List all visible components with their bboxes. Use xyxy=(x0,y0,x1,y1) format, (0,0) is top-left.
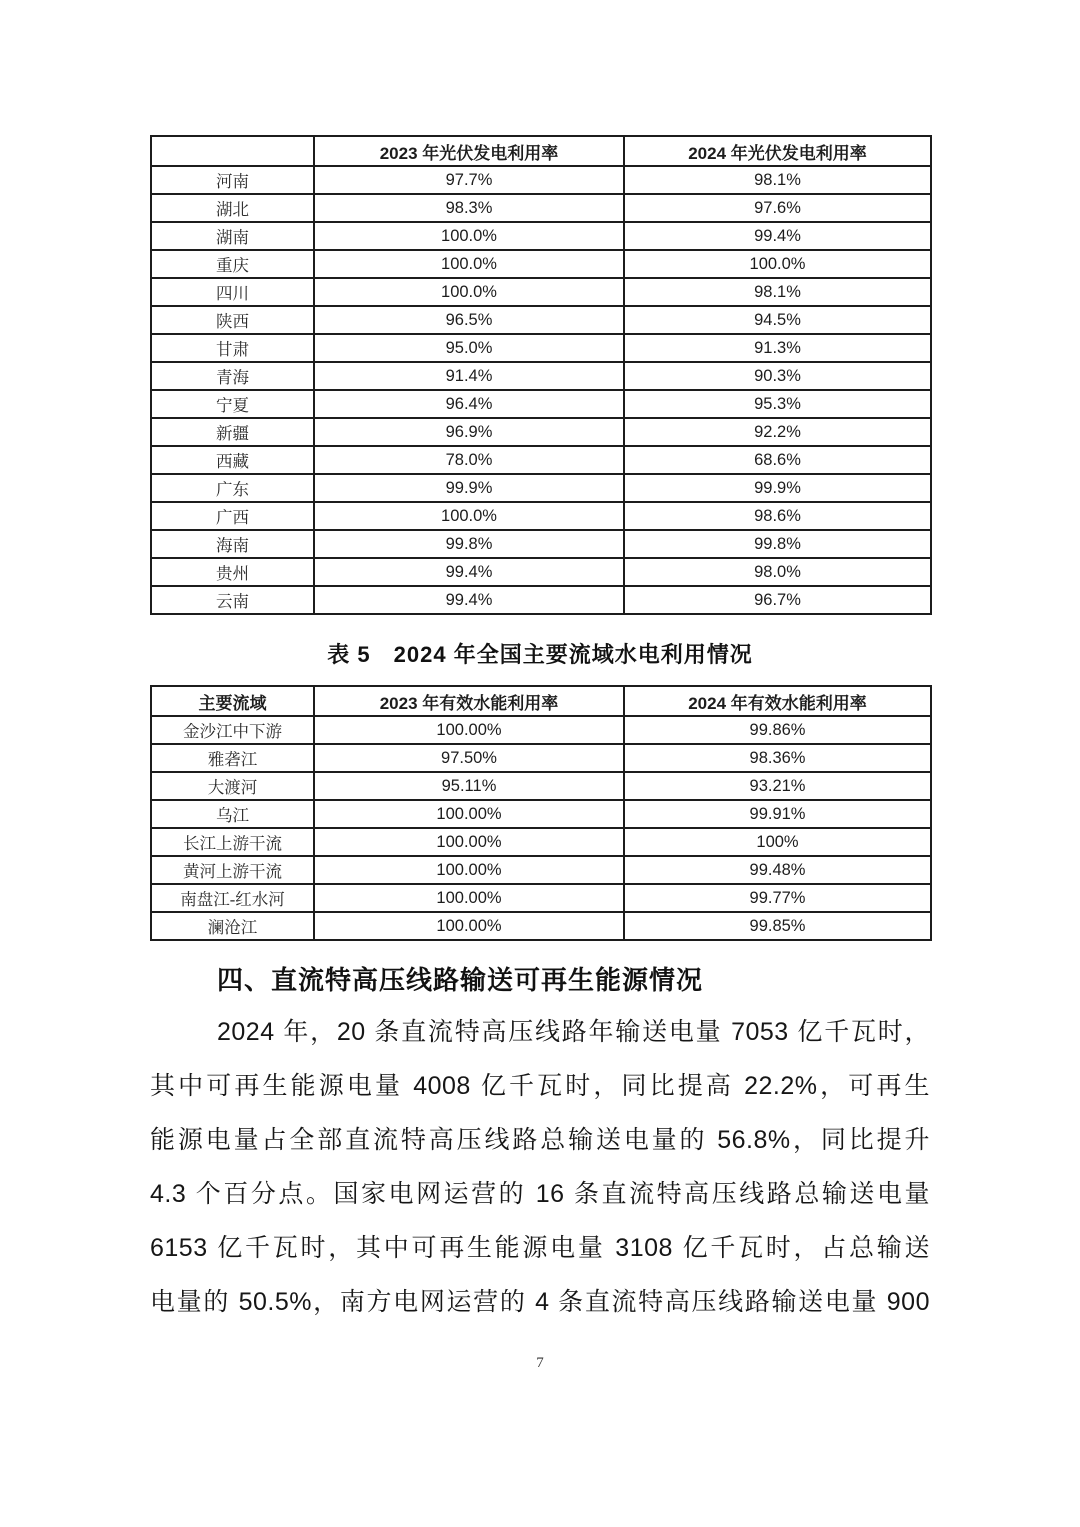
table-row xyxy=(151,856,931,884)
value-cell: 93.21% xyxy=(624,772,931,800)
row-label: 广东 xyxy=(151,474,314,502)
pv-utilization-table xyxy=(150,135,932,615)
value-cell: 97.7% xyxy=(314,166,624,194)
paragraph-line: 其中可再生能源电量 4008 亿千瓦时，同比提高 22.2%，可再生 xyxy=(150,1072,930,1100)
value-cell: 68.6% xyxy=(624,446,931,474)
column-header: 2024 年光伏发电利用率 xyxy=(624,136,931,166)
row-label: 河南 xyxy=(151,166,314,194)
document-page xyxy=(150,0,930,1372)
value-cell: 99.8% xyxy=(314,530,624,558)
row-label: 澜沧江 xyxy=(151,912,314,940)
column-header: 主要流域 xyxy=(151,686,314,716)
value-cell: 96.9% xyxy=(314,418,624,446)
value-cell: 100.0% xyxy=(314,278,624,306)
header-row xyxy=(151,686,931,716)
row-label: 宁夏 xyxy=(151,390,314,418)
table-row xyxy=(151,502,931,530)
value-cell: 98.6% xyxy=(624,502,931,530)
value-cell: 98.3% xyxy=(314,194,624,222)
paragraph-line: 2024 年，20 条直流特高压线路年输送电量 7053 亿千瓦时， xyxy=(217,1018,930,1046)
value-cell: 95.3% xyxy=(624,390,931,418)
row-label: 大渡河 xyxy=(151,772,314,800)
row-label: 湖北 xyxy=(151,194,314,222)
value-cell: 95.11% xyxy=(314,772,624,800)
row-label: 南盘江-红水河 xyxy=(151,884,314,912)
value-cell: 100.00% xyxy=(314,884,624,912)
row-label: 金沙江中下游 xyxy=(151,716,314,744)
value-cell: 95.0% xyxy=(314,334,624,362)
value-cell: 98.1% xyxy=(624,278,931,306)
table-row xyxy=(151,474,931,502)
value-cell: 100.00% xyxy=(314,828,624,856)
table-row xyxy=(151,222,931,250)
row-label: 陕西 xyxy=(151,306,314,334)
table-row xyxy=(151,716,931,744)
paragraph-line: 6153 亿千瓦时，其中可再生能源电量 3108 亿千瓦时，占总输送 xyxy=(150,1234,930,1262)
row-label: 黄河上游干流 xyxy=(151,856,314,884)
paragraph-line: 能源电量占全部直流特高压线路总输送电量的 56.8%，同比提升 xyxy=(150,1126,930,1154)
table-row xyxy=(151,278,931,306)
hydro-utilization-table xyxy=(150,685,932,941)
table-row xyxy=(151,250,931,278)
value-cell: 100.0% xyxy=(314,502,624,530)
column-header: 2024 年有效水能利用率 xyxy=(624,686,931,716)
value-cell: 99.4% xyxy=(314,558,624,586)
table-row xyxy=(151,912,931,940)
column-header: 2023 年光伏发电利用率 xyxy=(314,136,624,166)
row-label: 重庆 xyxy=(151,250,314,278)
value-cell: 100.0% xyxy=(314,250,624,278)
paragraph-line: 4.3 个百分点。国家电网运营的 16 条直流特高压线路总输送电量 xyxy=(150,1180,930,1208)
row-label: 广西 xyxy=(151,502,314,530)
table-row xyxy=(151,744,931,772)
body-paragraph xyxy=(150,1005,930,1329)
value-cell: 99.86% xyxy=(624,716,931,744)
row-label: 长江上游干流 xyxy=(151,828,314,856)
value-cell: 91.4% xyxy=(314,362,624,390)
value-cell: 96.4% xyxy=(314,390,624,418)
row-label: 湖南 xyxy=(151,222,314,250)
row-label: 新疆 xyxy=(151,418,314,446)
value-cell: 99.9% xyxy=(314,474,624,502)
table-row xyxy=(151,800,931,828)
value-cell: 100.00% xyxy=(314,912,624,940)
row-label: 西藏 xyxy=(151,446,314,474)
value-cell: 100.00% xyxy=(314,716,624,744)
page-number: 7 xyxy=(536,1355,544,1371)
table5-caption: 表 5 2024 年全国主要流域水电利用情况 xyxy=(327,642,753,667)
table-row xyxy=(151,884,931,912)
row-label: 四川 xyxy=(151,278,314,306)
column-header xyxy=(151,136,314,166)
table-row xyxy=(151,530,931,558)
value-cell: 99.9% xyxy=(624,474,931,502)
table-row xyxy=(151,586,931,614)
row-label: 海南 xyxy=(151,530,314,558)
row-label: 贵州 xyxy=(151,558,314,586)
table-row xyxy=(151,828,931,856)
row-label: 雅砻江 xyxy=(151,744,314,772)
row-label: 青海 xyxy=(151,362,314,390)
row-label: 云南 xyxy=(151,586,314,614)
value-cell: 96.7% xyxy=(624,586,931,614)
value-cell: 97.50% xyxy=(314,744,624,772)
value-cell: 90.3% xyxy=(624,362,931,390)
value-cell: 99.4% xyxy=(314,586,624,614)
table-row xyxy=(151,166,931,194)
value-cell: 98.36% xyxy=(624,744,931,772)
table-row xyxy=(151,306,931,334)
value-cell: 78.0% xyxy=(314,446,624,474)
table-row xyxy=(151,772,931,800)
value-cell: 100.00% xyxy=(314,856,624,884)
row-label: 乌江 xyxy=(151,800,314,828)
paragraph-line: 电量的 50.5%，南方电网运营的 4 条直流特高压线路输送电量 900 xyxy=(150,1288,930,1316)
value-cell: 99.77% xyxy=(624,884,931,912)
value-cell: 97.6% xyxy=(624,194,931,222)
value-cell: 91.3% xyxy=(624,334,931,362)
value-cell: 92.2% xyxy=(624,418,931,446)
value-cell: 99.8% xyxy=(624,530,931,558)
value-cell: 99.85% xyxy=(624,912,931,940)
value-cell: 96.5% xyxy=(314,306,624,334)
header-row xyxy=(151,136,931,166)
row-label: 甘肃 xyxy=(151,334,314,362)
value-cell: 99.4% xyxy=(624,222,931,250)
value-cell: 99.48% xyxy=(624,856,931,884)
table-row xyxy=(151,558,931,586)
table-row xyxy=(151,418,931,446)
table-row xyxy=(151,362,931,390)
table-row xyxy=(151,390,931,418)
section-heading: 四、直流特高压线路输送可再生能源情况 xyxy=(217,965,704,995)
value-cell: 98.0% xyxy=(624,558,931,586)
value-cell: 100.0% xyxy=(314,222,624,250)
table-row xyxy=(151,446,931,474)
column-header: 2023 年有效水能利用率 xyxy=(314,686,624,716)
value-cell: 98.1% xyxy=(624,166,931,194)
value-cell: 100% xyxy=(624,828,931,856)
value-cell: 100.0% xyxy=(624,250,931,278)
value-cell: 100.00% xyxy=(314,800,624,828)
table-row xyxy=(151,334,931,362)
table-row xyxy=(151,194,931,222)
value-cell: 99.91% xyxy=(624,800,931,828)
value-cell: 94.5% xyxy=(624,306,931,334)
